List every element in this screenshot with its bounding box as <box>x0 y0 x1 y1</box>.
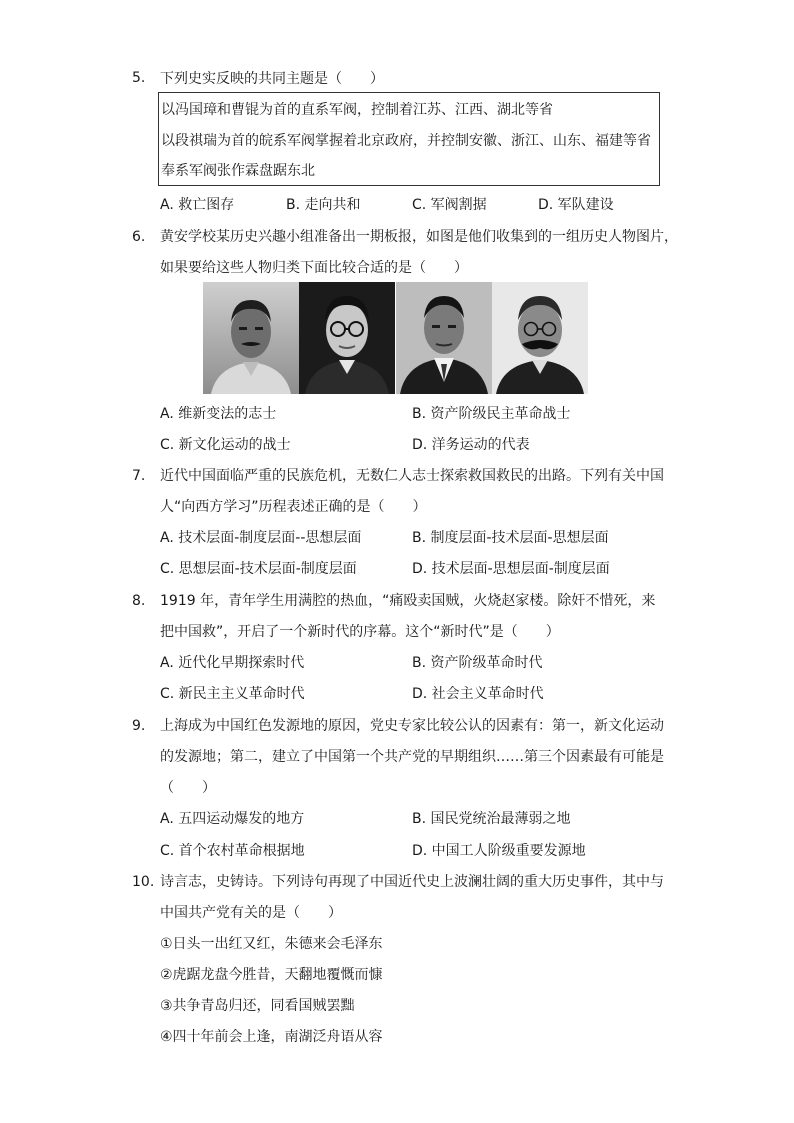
option-d: D. 技术层面-思想层面-制度层面 <box>412 561 610 577</box>
question-stem-line: 把中国救”，开启了一个新时代的序幕。这个“新时代”是（ ） <box>160 624 560 640</box>
question-number: 10. <box>132 874 155 890</box>
poem-line: ①日头一出红又红，朱德来会毛泽东 <box>160 936 383 952</box>
option-d: D. 社会主义革命时代 <box>412 686 544 702</box>
poem-line: ④四十年前会上逢，南湖泛舟语从容 <box>160 1029 383 1045</box>
option-c: C. 新文化运动的战士 <box>160 437 291 453</box>
question-stem-line: （ ） <box>160 780 216 796</box>
quote-line: 以段祺瑞为首的皖系军阀掌握着北京政府，并控制安徽、浙江、山东、福建等省 <box>161 133 651 149</box>
question-number: 8. <box>132 593 146 609</box>
question-stem-line: 人“向西方学习”历程表述正确的是（ ） <box>160 499 427 515</box>
poem-line: ②虎踞龙盘今胜昔，天翻地覆慨而慷 <box>160 967 383 983</box>
option-b: B. 走向共和 <box>286 197 361 213</box>
option-a: A. 维新变法的志士 <box>160 406 277 422</box>
portrait-photo <box>396 282 492 394</box>
option-d: D. 军队建设 <box>538 197 614 213</box>
question-number: 9. <box>132 718 146 734</box>
quote-box <box>158 92 660 186</box>
question-stem-line: 如果要给这些人物归类下面比较合适的是（ ） <box>160 260 468 276</box>
poem-line: ③共争青岛归还，同看国贼罢黜 <box>160 998 355 1014</box>
option-a: A. 技术层面-制度层面--思想层面 <box>160 530 362 546</box>
option-b: B. 制度层面-技术层面-思想层面 <box>412 530 609 546</box>
question-stem-line: 近代中国面临严重的民族危机，无数仁人志士探索救国救民的出路。下列有关中国 <box>160 468 664 484</box>
question-stem-line: 1919 年，青年学生用满腔的热血，“痛殴卖国贼，火烧赵家楼。除奸不惜死，来 <box>160 593 656 609</box>
option-b: B. 资产阶级革命时代 <box>412 655 543 671</box>
option-c: C. 军阀割据 <box>412 197 487 213</box>
quote-line: 奉系军阀张作霖盘踞东北 <box>161 163 315 179</box>
option-b: B. 国民党统治最薄弱之地 <box>412 811 571 827</box>
option-d: D. 洋务运动的代表 <box>412 437 530 453</box>
option-c: C. 思想层面-技术层面-制度层面 <box>160 561 357 577</box>
option-c: C. 新民主主义革命时代 <box>160 686 305 702</box>
option-c: C. 首个农村革命根据地 <box>160 843 305 859</box>
portrait-photo <box>492 282 588 394</box>
option-b: B. 资产阶级民主革命战士 <box>412 406 571 422</box>
portrait-photo <box>299 282 395 394</box>
question-number: 7. <box>132 468 146 484</box>
option-a: A. 救亡图存 <box>160 197 235 213</box>
question-stem-line: 中国共产党有关的是（ ） <box>160 905 342 921</box>
question-stem-line: 黄安学校某历史兴趣小组准备出一期板报，如图是他们收集到的一组历史人物图片， <box>160 229 678 245</box>
question-number: 5. <box>132 70 146 86</box>
question-number: 6. <box>132 229 146 245</box>
option-a: A. 五四运动爆发的地方 <box>160 811 305 827</box>
option-a: A. 近代化早期探索时代 <box>160 655 305 671</box>
question-stem-line: 的发源地；第二，建立了中国第一个共产党的早期组织……第三个因素最有可能是 <box>160 749 664 765</box>
portrait-photo <box>203 282 299 394</box>
question-stem-line: 上海成为中国红色发源地的原因，党史专家比较公认的因素有：第一，新文化运动 <box>160 718 664 734</box>
question-stem: 下列史实反映的共同主题是（ ） <box>160 71 384 87</box>
option-d: D. 中国工人阶级重要发源地 <box>412 843 586 859</box>
quote-line: 以冯国璋和曹锟为首的直系军阀，控制着江苏、江西、湖北等省 <box>161 102 553 118</box>
historical-figures-photos <box>203 282 588 394</box>
question-stem-line: 诗言志，史铸诗。下列诗句再现了中国近代史上波澜壮阔的重大历史事件，其中与 <box>160 874 664 890</box>
